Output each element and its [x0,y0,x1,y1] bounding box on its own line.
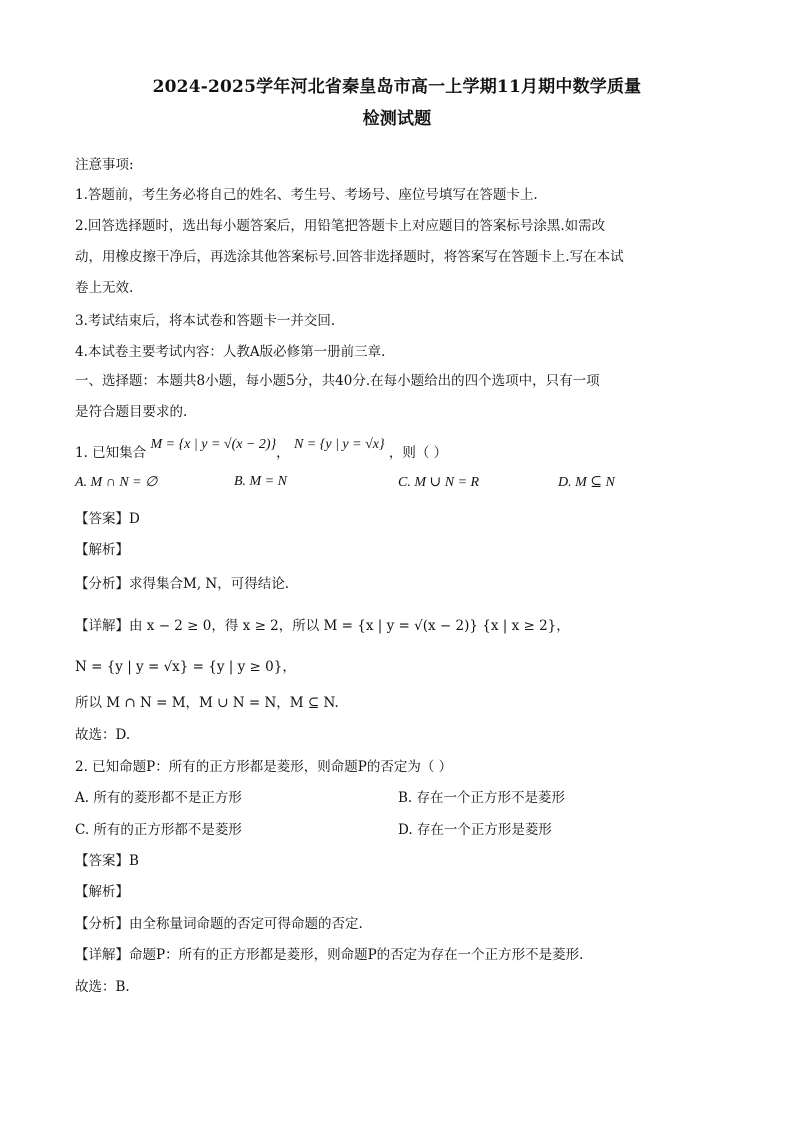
notice-item-2-end: 卷上无效. [75,280,134,296]
q1-fenxi: 【分析】求得集合M, N，可得结论. [75,576,290,592]
q2-option-b: B. 存在一个正方形不是菱形 [398,790,566,806]
q1-set-m: M = {x | y = √(x − 2)} [150,437,277,452]
notice-heading: 注意事项: [75,157,134,173]
q2-detail: 【详解】命题P：所有的正方形都是菱形，则命题P的否定为存在一个正方形不是菱形. [75,947,584,963]
q2-stem: 2. 已知命题P：所有的正方形都是菱形，则命题P的否定为（ ） [75,759,453,775]
q1-answer: 【答案】D [75,511,140,527]
q1-stem-prefix: 1. 已知集合 [75,445,147,461]
q2-option-d: D. 存在一个正方形是菱形 [398,822,552,838]
q2-option-c: C. 所有的正方形都不是菱形 [75,822,242,838]
q2-choice: 故选：B. [75,979,130,995]
q1-detail-2: N = {y | y = √x} = {y | y ≥ 0}， [75,659,296,675]
q1-option-a: A. M ∩ N = ∅ [75,475,158,490]
document-title-line1: 2024-2025学年河北省秦皇岛市高一上学期11月期中数学质量 [152,77,642,97]
section-heading: 一、选择题：本题共8小题，每小题5分，共40分.在每小题给出的四个选项中，只有一项 [75,373,600,389]
q1-stem: 1. 已知集合 M = {x | y = √(x − 2)}， N = {y | y = √x} ，则（ ） [75,437,448,461]
q1-option-d: D. M ⊆ N [558,475,615,490]
q1-detail-3: 所以 M ∩ N = M，M ∪ N = N，M ⊆ N. [75,695,339,711]
q2-fenxi: 【分析】由全称量词命题的否定可得命题的否定. [75,916,363,932]
q1-set-n: N = {y | y = √x} [293,437,385,452]
q1-analysis-tag: 【解析】 [75,542,129,558]
q1-option-b: B. M = N [234,474,287,489]
notice-item-2: 2.回答选择题时，选出每小题答案后，用铅笔把答题卡上对应题目的答案标号涂黑.如需改 [75,218,606,234]
notice-item-2-cont: 动，用橡皮擦干净后，再选涂其他答案标号.回答非选择题时，将答案写在答题卡上.写在本试 [75,249,624,265]
q1-stem-suffix: ，则（ ） [388,445,448,461]
q1-choice: 故选：D. [75,727,131,743]
q2-option-a: A. 所有的菱形都不是正方形 [75,790,242,806]
q2-analysis-tag: 【解析】 [75,884,129,900]
notice-item-3: 3.考试结束后，将本试卷和答题卡一并交回. [75,313,336,329]
notice-item-4: 4.本试卷主要考试内容：人教A版必修第一册前三章. [75,344,386,360]
q1-option-c: C. M ∪ N = R [398,475,480,490]
q2-answer: 【答案】B [75,853,139,869]
document-title-line2: 检测试题 [362,109,432,129]
section-heading-cont: 是符合题目要求的. [75,404,188,420]
notice-item-1: 1.答题前，考生务必将自己的姓名、考生号、考场号、座位号填写在答题卡上. [75,187,538,203]
q1-detail-1: 【详解】由 x − 2 ≥ 0，得 x ≥ 2，所以 M = {x | y = √(x − 2)} {x | x ≥ 2}， [75,618,570,634]
